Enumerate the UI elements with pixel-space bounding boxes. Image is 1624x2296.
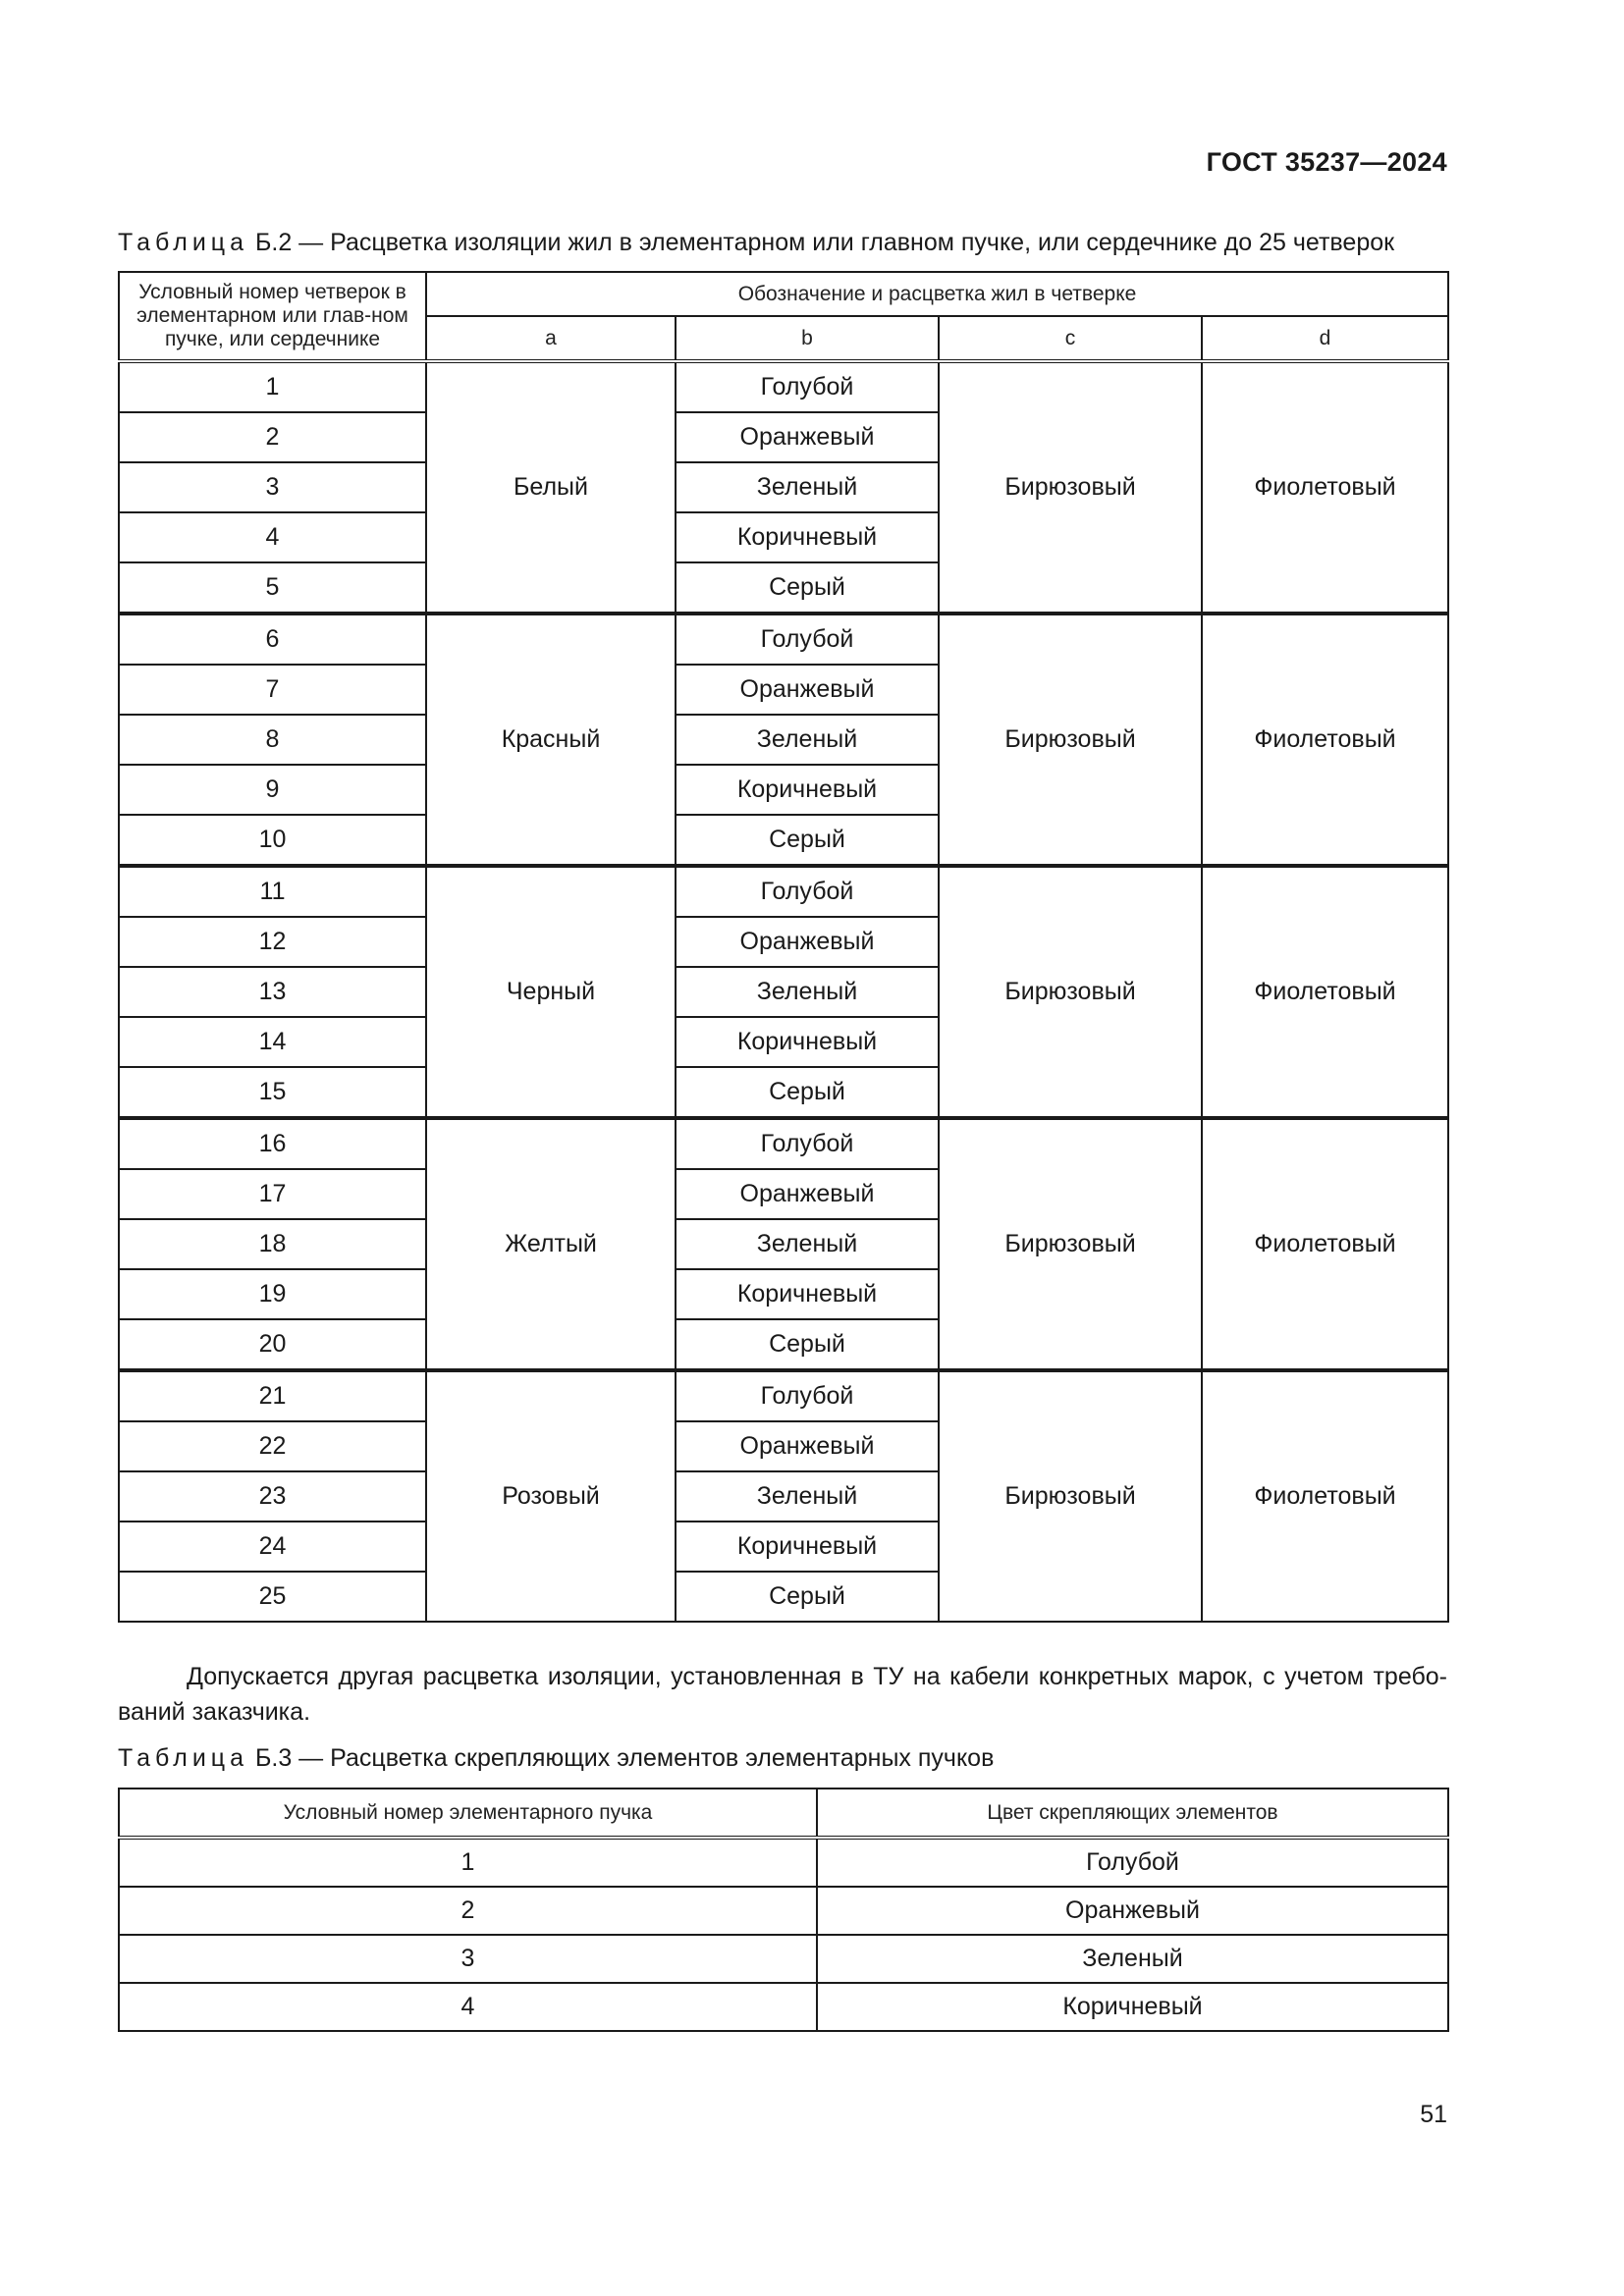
wire-b-color-cell: Коричневый <box>676 1522 939 1572</box>
bundle-number-cell: 2 <box>119 1887 817 1935</box>
quad-number-cell: 22 <box>119 1421 426 1471</box>
wire-b-color-cell: Голубой <box>676 614 939 665</box>
col-group-header: Обозначение и расцветка жил в четверке <box>426 272 1448 316</box>
quad-number-cell: 3 <box>119 462 426 512</box>
wire-d-color-cell: Фиолетовый <box>1202 866 1448 1118</box>
table-row <box>119 1983 1448 2031</box>
quad-number-cell: 13 <box>119 967 426 1017</box>
table-word: Таблица <box>118 1744 249 1772</box>
wire-b-color-cell: Оранжевый <box>676 665 939 715</box>
bundle-number-cell: 1 <box>119 1838 817 1887</box>
binder-color-cell: Голубой <box>817 1838 1448 1887</box>
wire-b-color-cell: Зеленый <box>676 1219 939 1269</box>
table-row <box>119 361 1448 412</box>
quad-number-cell: 4 <box>119 512 426 562</box>
subcol-d-header: d <box>1202 316 1448 361</box>
quad-number-cell: 2 <box>119 412 426 462</box>
quad-number-cell: 5 <box>119 562 426 614</box>
col-number-header: Условный номер четверок в элементарном или глав-ном пучке, или сердечнике <box>119 272 426 361</box>
quad-number-cell: 15 <box>119 1067 426 1118</box>
table-word: Таблица <box>118 229 249 256</box>
wire-b-color-cell: Голубой <box>676 361 939 412</box>
wire-c-color-cell: Бирюзовый <box>939 361 1202 614</box>
subcol-c-header: c <box>939 316 1202 361</box>
wire-b-color-cell: Коричневый <box>676 512 939 562</box>
wire-c-color-cell: Бирюзовый <box>939 1370 1202 1622</box>
wire-a-color-cell: Черный <box>426 866 676 1118</box>
wire-b-color-cell: Зеленый <box>676 1471 939 1522</box>
wire-b-color-cell: Оранжевый <box>676 917 939 967</box>
wire-c-color-cell: Бирюзовый <box>939 1118 1202 1370</box>
subcol-a-header: a <box>426 316 676 361</box>
wire-c-color-cell: Бирюзовый <box>939 614 1202 866</box>
wire-b-color-cell: Зеленый <box>676 462 939 512</box>
wire-b-color-cell: Голубой <box>676 1118 939 1169</box>
wire-a-color-cell: Желтый <box>426 1118 676 1370</box>
quad-number-cell: 19 <box>119 1269 426 1319</box>
wire-d-color-cell: Фиолетовый <box>1202 361 1448 614</box>
wire-b-color-cell: Серый <box>676 815 939 866</box>
wire-d-color-cell: Фиолетовый <box>1202 1370 1448 1622</box>
wire-a-color-cell: Белый <box>426 361 676 614</box>
quad-number-cell: 12 <box>119 917 426 967</box>
quad-number-cell: 16 <box>119 1118 426 1169</box>
table-b2-caption-text: Б.2 — Расцветка изоляции жил в элементарном или главном пучке, или сердечнике до 25 четверок <box>248 229 1395 256</box>
table-row <box>119 866 1448 917</box>
wire-b-color-cell: Серый <box>676 1572 939 1622</box>
binder-color-cell: Коричневый <box>817 1983 1448 2031</box>
quad-group <box>119 1118 1448 1370</box>
table-b3 <box>118 1788 1449 2032</box>
quad-number-cell: 23 <box>119 1471 426 1522</box>
bundle-number-cell: 3 <box>119 1935 817 1983</box>
quad-group <box>119 361 1448 614</box>
wire-b-color-cell: Оранжевый <box>676 1421 939 1471</box>
quad-number-cell: 9 <box>119 765 426 815</box>
subcol-b-header: b <box>676 316 939 361</box>
wire-a-color-cell: Розовый <box>426 1370 676 1622</box>
table-row <box>119 1838 1448 1887</box>
quad-number-cell: 14 <box>119 1017 426 1067</box>
quad-number-cell: 8 <box>119 715 426 765</box>
wire-b-color-cell: Серый <box>676 1319 939 1370</box>
quad-group <box>119 1370 1448 1622</box>
quad-number-cell: 10 <box>119 815 426 866</box>
wire-b-color-cell: Зеленый <box>676 967 939 1017</box>
standard-code: ГОСТ 35237—2024 <box>1206 147 1447 177</box>
table-row <box>119 614 1448 665</box>
wire-b-color-cell: Серый <box>676 562 939 614</box>
quad-number-cell: 25 <box>119 1572 426 1622</box>
table-b3-caption <box>118 1743 994 1773</box>
binder-color-header: Цвет скрепляющих элементов <box>817 1789 1448 1838</box>
note-text: Допускается другая расцветка изоляции, установленная в ТУ на кабели конкретных марок, с учетом требо-ваний заказчика. <box>118 1663 1447 1726</box>
table-row <box>119 1887 1448 1935</box>
page-number: 51 <box>1420 2101 1447 2128</box>
quad-number-cell: 7 <box>119 665 426 715</box>
quad-group <box>119 614 1448 866</box>
quad-number-cell: 18 <box>119 1219 426 1269</box>
binder-color-cell: Оранжевый <box>817 1887 1448 1935</box>
quad-number-cell: 17 <box>119 1169 426 1219</box>
wire-b-color-cell: Серый <box>676 1067 939 1118</box>
quad-number-cell: 1 <box>119 361 426 412</box>
bundle-number-cell: 4 <box>119 1983 817 2031</box>
table-b2 <box>118 271 1449 1623</box>
binder-color-cell: Зеленый <box>817 1935 1448 1983</box>
quad-number-cell: 6 <box>119 614 426 665</box>
wire-b-color-cell: Голубой <box>676 866 939 917</box>
wire-b-color-cell: Голубой <box>676 1370 939 1421</box>
table-row <box>119 1118 1448 1169</box>
wire-c-color-cell: Бирюзовый <box>939 866 1202 1118</box>
wire-b-color-cell: Зеленый <box>676 715 939 765</box>
quad-number-cell: 21 <box>119 1370 426 1421</box>
wire-b-color-cell: Оранжевый <box>676 1169 939 1219</box>
wire-b-color-cell: Коричневый <box>676 1017 939 1067</box>
quad-number-cell: 24 <box>119 1522 426 1572</box>
wire-d-color-cell: Фиолетовый <box>1202 614 1448 866</box>
quad-number-cell: 20 <box>119 1319 426 1370</box>
table-b2-caption <box>118 228 1394 257</box>
wire-d-color-cell: Фиолетовый <box>1202 1118 1448 1370</box>
wire-b-color-cell: Коричневый <box>676 1269 939 1319</box>
table-row <box>119 1935 1448 1983</box>
wire-b-color-cell: Оранжевый <box>676 412 939 462</box>
table-b3-caption-text: Б.3 — Расцветка скрепляющих элементов элементарных пучков <box>248 1744 995 1772</box>
wire-b-color-cell: Коричневый <box>676 765 939 815</box>
quad-group <box>119 866 1448 1118</box>
bundle-number-header: Условный номер элементарного пучка <box>119 1789 817 1838</box>
table-row <box>119 1370 1448 1421</box>
quad-number-cell: 11 <box>119 866 426 917</box>
wire-a-color-cell: Красный <box>426 614 676 866</box>
note-paragraph <box>118 1659 1447 1730</box>
